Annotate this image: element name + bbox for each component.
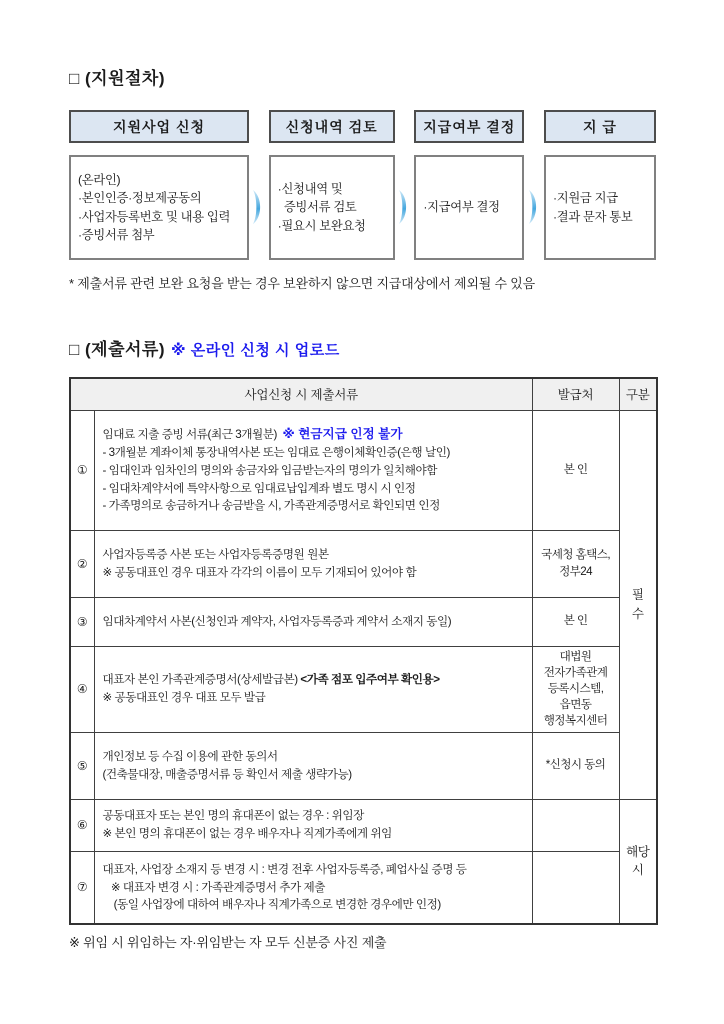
- table-row: [70, 530, 657, 597]
- row-number: ⑦: [70, 851, 94, 924]
- process-step-line: ·신청내역 및: [277, 181, 343, 196]
- process-step-line: ·증빙서류 첨부: [78, 227, 155, 242]
- header-cell-gubun: 구분: [619, 378, 657, 410]
- row-description: [94, 410, 532, 530]
- row-description: [94, 597, 532, 646]
- plain-text: - 가족명의로 송금하거나 송금받을 시, 가족관계증명서로 확인되면 인정: [102, 499, 440, 513]
- row-issuer: [532, 799, 619, 851]
- section-title-documents-note: ※ 온라인 신청 시 업로드: [171, 342, 340, 359]
- category-line: 수: [631, 606, 644, 621]
- issuer-line: 본 인: [563, 614, 588, 628]
- plain-text: - 3개월분 계좌이체 통장내역사본 또는 임대료 은행이체확인증(은행 날인): [102, 446, 450, 460]
- issuer-line: 행정복지센터: [543, 714, 608, 728]
- process-step-body: [414, 155, 524, 260]
- flow-arrow-icon: [252, 189, 265, 225]
- row-description: [94, 530, 532, 597]
- table-row: [70, 732, 657, 799]
- row-number: ④: [70, 646, 94, 732]
- plain-text: 대표자 본인 가족관계증명서(상세발급본): [102, 673, 301, 687]
- category-line: 해당: [626, 844, 650, 859]
- table-row: [70, 851, 657, 924]
- table-row: [70, 410, 657, 530]
- plain-text: - 임대인과 임차인의 명의와 송금자와 입금받는자의 명의가 일치해야함: [102, 463, 438, 477]
- process-step-line: ·지원금 지급: [552, 191, 618, 206]
- row-description: [94, 799, 532, 851]
- row-number: ③: [70, 597, 94, 646]
- description-line: [103, 425, 524, 444]
- plain-text: 개인정보 등 수집 이용에 관한 동의서: [102, 749, 278, 763]
- table-row: [70, 799, 657, 851]
- row-issuer: [532, 851, 619, 924]
- row-description: [94, 851, 532, 924]
- plain-text: (건축물대장, 매출증명서류 등 확인서 제출 생략가능): [102, 767, 352, 781]
- description-line: [103, 444, 524, 462]
- flow-arrow-icon: [528, 189, 541, 225]
- description-line: [103, 497, 524, 515]
- category-line: 필: [631, 587, 644, 602]
- process-step: [414, 110, 524, 260]
- table-row: [70, 597, 657, 646]
- description-line: [103, 564, 524, 582]
- description-line: [103, 546, 524, 564]
- process-step: [269, 110, 395, 260]
- issuer-line: 읍면동: [559, 698, 592, 712]
- documents-table-header: [70, 378, 657, 410]
- issuer-line: 대법원: [559, 649, 592, 663]
- row-issuer: [532, 646, 619, 732]
- plain-text: 대표자, 사업장 소재지 등 변경 시 : 변경 전후 사업자등록증, 폐업사실 증명 등: [102, 862, 467, 876]
- table-footnote: ※ 위임 시 위임하는 자·위임받는 자 모두 신분증 사진 제출: [69, 935, 387, 951]
- process-step: [544, 110, 656, 260]
- process-step-body: [544, 155, 656, 260]
- plain-text: 사업자등록증 사본 또는 사업자등록증명원 원본: [102, 547, 329, 561]
- row-number: ①: [70, 410, 94, 530]
- process-step-title: 신청내역 검토: [269, 110, 395, 143]
- process-step-title: 지원사업 신청: [69, 110, 249, 143]
- category-line: 시: [631, 863, 644, 878]
- row-number: ⑥: [70, 799, 94, 851]
- process-step-title: 지급여부 결정: [414, 110, 524, 143]
- section-title-documents-text: □ (제출서류): [69, 340, 166, 359]
- flow-arrow: [252, 189, 265, 225]
- process-footnote: * 제출서류 관련 보완 요청을 받는 경우 보완하지 않으면 지급대상에서 제외될 수 있음: [69, 276, 535, 291]
- plain-text: ※ 본인 명의 휴대폰이 없는 경우 배우자나 직계가족에게 위임: [102, 827, 392, 841]
- process-step-body: [69, 155, 249, 260]
- issuer-line: 전자가족관계: [543, 665, 608, 679]
- issuer-line: 등록시스템,: [547, 681, 604, 695]
- description-line: [103, 480, 524, 498]
- process-step-line: ·지급여부 결정: [423, 200, 500, 215]
- issuer-line: 정부24: [559, 564, 592, 578]
- description-line: [103, 613, 524, 631]
- description-line: [103, 462, 524, 480]
- row-category: [619, 410, 657, 799]
- plain-text: 임대료 지출 증빙 서류(최근 3개월분): [102, 428, 283, 442]
- process-step-line: ·사업자등록번호 및 내용 입력: [78, 209, 231, 224]
- issuer-line: 본 인: [563, 462, 588, 476]
- process-step-line: (온라인): [78, 172, 121, 187]
- documents-table: [69, 377, 658, 925]
- process-flow: [69, 110, 656, 260]
- plain-text: ※ 대표자 변경 시 : 가족관계증명서 추가 제출: [102, 880, 326, 894]
- row-issuer: [532, 732, 619, 799]
- plain-text: ※ 공동대표인 경우 대표 모두 발급: [102, 691, 266, 705]
- plain-text: 공동대표자 또는 본인 명의 휴대폰이 없는 경우 : 위임장: [102, 809, 364, 823]
- section-title-documents: [69, 335, 656, 360]
- description-line: [103, 879, 524, 897]
- row-description: [94, 646, 532, 732]
- process-step: [69, 110, 249, 260]
- row-issuer: [532, 410, 619, 530]
- section-title-procedure: □ (지원절차): [69, 69, 166, 88]
- flow-arrow: [528, 189, 541, 225]
- description-line: [103, 766, 524, 784]
- process-step-line: 증빙서류 검토: [277, 200, 357, 215]
- description-line: [103, 807, 524, 825]
- process-step-title: 지 급: [544, 110, 656, 143]
- process-step-line: ·필요시 보완요청: [277, 218, 366, 233]
- table-row: [70, 646, 657, 732]
- flow-arrow: [398, 189, 411, 225]
- header-cell-issuer: 발급처: [532, 378, 619, 410]
- description-line: [103, 689, 524, 707]
- description-line: [103, 896, 524, 914]
- row-number: ②: [70, 530, 94, 597]
- row-issuer: [532, 597, 619, 646]
- highlight-bold-text: <가족 점포 입주여부 확인용>: [300, 673, 440, 687]
- plain-text: (동일 사업장에 대하여 배우자나 직계가족으로 변경한 경우에만 인정): [102, 898, 441, 912]
- row-description: [94, 732, 532, 799]
- issuer-line: *신청시 동의: [545, 758, 606, 772]
- process-step-body: [269, 155, 395, 260]
- plain-text: ※ 공동대표인 경우 대표자 각각의 이름이 모두 기재되어 있어야 함: [102, 565, 417, 579]
- description-line: [103, 748, 524, 766]
- description-line: [103, 671, 524, 689]
- issuer-line: 국세청 홈택스,: [541, 548, 610, 562]
- process-step-line: ·결과 문자 통보: [552, 209, 633, 224]
- row-category: [619, 799, 657, 924]
- flow-arrow-icon: [398, 189, 411, 225]
- header-cell-docs: 사업신청 시 제출서류: [70, 378, 532, 410]
- highlight-blue-text: ※ 현금지급 인정 불가: [282, 427, 403, 442]
- row-number: ⑤: [70, 732, 94, 799]
- description-line: [103, 861, 524, 879]
- plain-text: - 임대차계약서에 특약사항으로 임대료납입계좌 별도 명시 시 인정: [102, 481, 416, 495]
- row-issuer: [532, 530, 619, 597]
- process-step-line: ·본인인증·정보제공동의: [78, 191, 202, 206]
- plain-text: 임대차계약서 사본(신청인과 계약자, 사업자등록증과 계약서 소재지 동일): [102, 614, 452, 628]
- description-line: [103, 825, 524, 843]
